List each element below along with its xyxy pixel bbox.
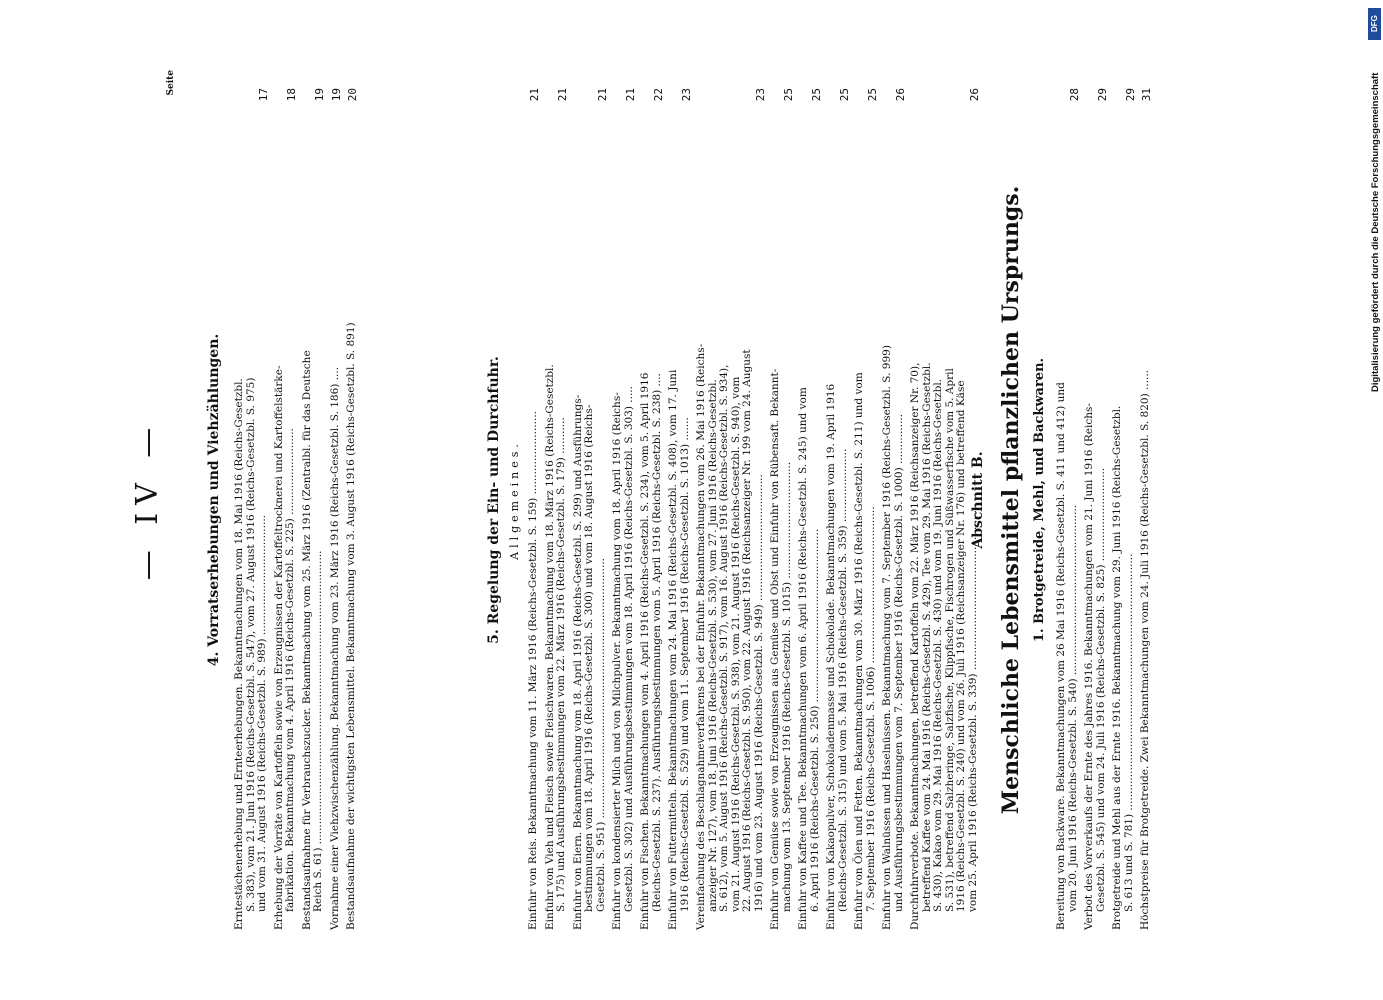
toc-entry-line: S. 531), betreffend Salzheringe, Salzfische, Klippfische, Fischrogen und Süßwasserfische vom 5. April bbox=[943, 368, 956, 912]
toc-entry-line: Einfuhr von Eiern. Bekanntmachung vom 18. April 1916 (Reichs-Gesetzbl. S. 299) und Ausführungs- bbox=[571, 394, 584, 930]
toc-page-number: 19 bbox=[313, 88, 326, 102]
toc-entry-line: Einfuhr von Vieh und Fleisch sowie Fleischwaren. Bekanntmachung vom 18. März 1916 (Reichs-Gesetzbl. bbox=[543, 364, 556, 930]
toc-page-number: 20 bbox=[346, 88, 359, 102]
toc-entry-line: Einfuhr von kondensierter Milch und von Milchpulver. Bekanntmachung vom 18. April 1916 (Reichs- bbox=[611, 392, 623, 930]
toc-entry-line: 22. August 1916 (Reichs-Gesetzbl. S. 950), vom 22. August 1916 (Reichsanzeiger Nr. 199 vom 24. August bbox=[741, 349, 753, 912]
toc-entry bbox=[274, 130, 297, 930]
toc-page-number: 25 bbox=[865, 88, 879, 102]
abschnitt-sub1: 1. Brotgetreide, Mehl, und Backwaren. bbox=[1032, 357, 1047, 643]
toc-page-number: 23 bbox=[753, 88, 767, 102]
digitization-credit: Digitalisierung gefördert durch die Deutsche Forschungsgemeinschaft bbox=[1370, 72, 1381, 392]
toc-entry bbox=[910, 130, 979, 930]
toc-entry-line: Brotgetreide und Mehl aus der Ernte 1916. Bekanntmachung vom 29. Juni 1916 (Reichs-Gesetzbl. bbox=[1111, 405, 1123, 930]
toc-entry bbox=[528, 130, 540, 930]
toc-entry-line: S. 612), vom 5. August 1916 (Reichs-Gesetzbl. S. 917), vom 16. August 1916 (Reichs-Gesetzbl. S. 934), bbox=[718, 364, 730, 912]
section5-title: 5. Regelung der Ein- und Durchfuhr. bbox=[486, 356, 502, 644]
toc-entry bbox=[770, 130, 793, 930]
toc-page-number: 17 bbox=[257, 88, 270, 102]
toc-entry-line: Einfuhr von Kakaopulver, Schokoladenmasse und Schokolade. Bekanntmachungen vom 19. April 1916 bbox=[825, 383, 837, 930]
toc-entry-line: und vom 31. August 1916 (Reichs-Gesetzbl. S. 989) .................................... bbox=[256, 515, 268, 912]
toc-entry-line: Reich S. 61) ........................................................................................ bbox=[312, 550, 324, 912]
toc-entry bbox=[573, 130, 608, 930]
toc-entry-line: Vornahme einer Viehzwischenzählung. Bekanntmachung vom 23. März 1916 (Reichs-Gesetzbl. S. 186) .... bbox=[328, 366, 341, 930]
toc-entry bbox=[346, 130, 358, 930]
toc-entry bbox=[798, 130, 821, 930]
toc-page-number: 29 bbox=[1123, 88, 1137, 102]
toc-page-number: 21 bbox=[595, 88, 609, 102]
toc-entry bbox=[882, 130, 905, 930]
toc-page-number: 26 bbox=[967, 88, 981, 102]
toc-page-number: 31 bbox=[1140, 88, 1153, 102]
toc-entry-line: 1916 (Reichs-Gesetzbl. S. 529) und vom 11. September 1916 (Reichs-Gesetzbl. S. 1013) ....... bbox=[678, 417, 691, 912]
toc-entry bbox=[302, 130, 325, 930]
toc-entry-line: anzeiger Nr. 127), vom 18. Juni 1916 (Reichs-Gesetzbl. S. 530), vom 27. Juni 1916 (Reichs-Gesetzbl. bbox=[706, 379, 719, 912]
toc-entry-line: Vereinfachung des Beschlagnahmeverfahrens bei der Einfuhr. Bekanntmachungen vom 26. Mai 1916 (Reichs- bbox=[695, 343, 707, 930]
toc-page-number: 22 bbox=[651, 88, 665, 102]
toc-entry bbox=[1056, 130, 1079, 930]
toc-page-number: 21 bbox=[528, 88, 541, 102]
toc-entry-line: bestimmungen vom 18. April 1916 (Reichs-Gesetzbl. S. 300) und vom 18. August 1916 (Reichs- bbox=[583, 404, 595, 912]
section4-title: 4. Vorratserhebungen und Viehzählungen. bbox=[206, 333, 222, 667]
toc-entry-line: vom 25. April 1916 (Reichs-Gesetzbl. S. 339) .................................................. bbox=[966, 503, 979, 912]
toc-entry-line: S. 383), vom 21. Juni 1916 (Reichs-Gesetzbl. S. 547), vom 27. August 1916 (Reichs-Gesetzbl. S. 975) bbox=[244, 377, 257, 912]
toc-page-number: 21 bbox=[556, 88, 569, 102]
toc-entry-line: 1916) und vom 23. August 1916 (Reichs-Gesetzbl. S. 949) ...................................... bbox=[752, 474, 765, 912]
toc-entry bbox=[330, 130, 342, 930]
toc-entry-line: Einfuhr von Fischen. Bekanntmachungen vom 4. April 1916 (Reichs-Gesetzbl. S. 234), vom 5. April 1916 bbox=[639, 372, 651, 930]
toc-entry-line: Erntestächenerhebung und Ernteerhebungen. Bekanntmachungen vom 18. Mai 1916 (Reichs-Gesetzbl. bbox=[233, 378, 245, 930]
seite-label: Seite bbox=[166, 70, 176, 96]
toc-entry-line: Einfuhr von Walnüssen und Haselnüssen. Bekanntmachung vom 7. September 1916 (Reichs-Gesetzbl. S. 999) bbox=[881, 345, 893, 930]
toc-entry bbox=[234, 130, 269, 930]
toc-entry-line: (Reichs-Gesetzbl. S. 237). Ausführungsbestimmungen vom 5. April 1916 (Reichs-Gesetzbl. S. 238) .... bbox=[650, 373, 663, 912]
toc-entry-line: Durchfuhrverbote. Bekanntmachungen, betreffend Kartoffeln vom 22. März 1916 (Reichsanzeiger Nr. 70), bbox=[909, 362, 921, 930]
toc-entry-line: fabrikation. Bekanntmachung vom 4. April 1916 (Reichs-Gesetzbl. S. 225) .......................... bbox=[284, 428, 296, 912]
toc-page-number: 28 bbox=[1067, 88, 1081, 102]
toc-entry-line: (Reichs-Gesetzbl. S. 315) und vom 5. Mai 1916 (Reichs-Gesetzbl. S. 359) ...................... bbox=[836, 448, 849, 912]
toc-entry-line: Einfuhr von Gemüse sowie von Erzeugnissen aus Gemüse und Obst und Einfuhr von Rübensaft. Bekannt- bbox=[769, 368, 781, 930]
toc-entry-line: Gesetzbl. S. 302) und Ausführungsbestimmungen vom 18. April 1916 (Reichs-Gesetzbl. S. 303) ..... bbox=[622, 386, 635, 912]
abschnitt-title: Menschliche Lebensmittel pflanzlichen Ursprungs. bbox=[998, 185, 1024, 815]
toc-entry-line: Höchstpreise für Brotgetreide. Zwei Bekanntmachungen vom 24. Juli 1916 (Reichs-Gesetzbl. S. 820) ...... bbox=[1139, 369, 1151, 930]
toc-entry-line: Einfuhr von Futtermitteln. Bekanntmachungen vom 24. Mai 1916 (Reichs-Gesetzbl. S. 408), vom 17. Juni bbox=[667, 369, 679, 930]
toc-entry bbox=[854, 130, 877, 930]
toc-entry-line: und Ausführungsbestimmungen vom 7. September 1916 (Reichs-Gesetzbl. S. 1000) ............... bbox=[892, 413, 905, 912]
toc-entry-line: 7. September 1916 (Reichs-Gesetzbl. S. 1006) ............................................... bbox=[864, 506, 877, 912]
toc-entry-line: S. 430), Kakao vom 29. Mai 1916 (Reichs-Gesetzbl. S. 430) und vom 19. Juni 1916 (Reichs-Gesetzbl. bbox=[932, 378, 944, 912]
toc-entry-line: Einfuhr von Reis. Bekanntmachung vom 11. März 1916 (Reichs-Gesetzbl. S. 159) ......................... bbox=[527, 410, 539, 930]
toc-entry-line: Einfuhr von Kaffee und Tee. Bekanntmachungen vom 6. April 1916 (Reichs-Gesetzbl. S. 245) und vom bbox=[797, 387, 809, 930]
toc-entry-line: Gesetzbl. S. 545) und vom 24. Juli 1916 (Reichs-Gesetzbl. S. 825) ............................ bbox=[1094, 467, 1107, 912]
toc-page-number: 25 bbox=[781, 88, 795, 102]
toc-entry-line: Bestandsaufnahme der wichtigsten Lebensmittel. Bekanntmachung vom 3. August 1916 (Reichs-Gesetzbl. S. 891) bbox=[345, 322, 357, 930]
toc-entry bbox=[1140, 130, 1152, 930]
toc-entry bbox=[640, 130, 663, 930]
toc-entry-line: Erhebung der Vorräte von Kartoffeln sowie von Erzeugnissen der Kartoffeltrocknerei und Kartoffelstärke- bbox=[272, 365, 285, 930]
toc-entry bbox=[668, 130, 691, 930]
toc-entry-line: betreffend Kaffee vom 24. Mai 1916 (Reichs-Gesetzbl. S. 429), Tee vom 29. Mai 1916 (Reichs-Gesetzbl. bbox=[920, 362, 933, 912]
toc-entry bbox=[696, 130, 765, 930]
toc-entry-line: Einfuhr von Ölen und Fetten. Bekanntmachungen vom 30. März 1916 (Reichs-Gesetzbl. S. 211) und vom bbox=[853, 372, 865, 930]
toc-entry-line: Gesetzbl. S. 951) .............................................................................. bbox=[594, 557, 607, 912]
page-number-header: — IV — bbox=[130, 419, 165, 581]
toc-entry-line: machung vom 13. September 1916 (Reichs-Gesetzbl. S. 1015) ................................... bbox=[780, 461, 793, 912]
toc-entry-line: vom 21. August 1916 (Reichs-Gesetzbl. S. 938), vom 21. August 1916 (Reichs-Gesetzbl. S. 940), vom bbox=[729, 376, 742, 912]
dfg-logo: DFG bbox=[1368, 8, 1381, 40]
toc-entry-line: vom 20. Juni 1916 (Reichs-Gesetzbl. S. 540) ................................................... bbox=[1066, 504, 1079, 912]
toc-entry-line: S. 613 und S. 781) ............................................................................. bbox=[1122, 553, 1135, 912]
toc-page-number: 26 bbox=[893, 88, 907, 102]
toc-entry bbox=[826, 130, 849, 930]
toc-entry-line: Bestandsaufnahme für Verbrauchszucker. Bekanntmachung vom 25. März 1916 (Zentralbl. für das Deutsche bbox=[300, 350, 313, 930]
toc-entry bbox=[1084, 130, 1107, 930]
rotated-page bbox=[130, 70, 1210, 930]
toc-entry bbox=[545, 130, 568, 930]
toc-page-number: 29 bbox=[1095, 88, 1109, 102]
toc-page-number: 25 bbox=[809, 88, 823, 102]
toc-entry-line: S. 175) und Ausführungsbestimmungen vom 22. März 1916 (Reichs-Gesetzbl. S. 179) ........... bbox=[555, 417, 567, 912]
abschnitt-label: Abschnitt B. bbox=[970, 451, 986, 549]
toc-page-number: 21 bbox=[623, 88, 637, 102]
toc-page-number: 25 bbox=[837, 88, 851, 102]
section5-subtitle: Allgemeines. bbox=[508, 440, 521, 560]
toc-entry bbox=[612, 130, 635, 930]
toc-page-number: 23 bbox=[679, 88, 693, 102]
toc-entry bbox=[1112, 130, 1135, 930]
toc-entry-line: Bereitung von Backware. Bekanntmachungen vom 26 Mai 1916 (Reichs-Gesetzbl. S. 411 und 412) und bbox=[1055, 382, 1067, 930]
toc-entry-line: Verbot des Vorverkaufs der Ernte des Jahres 1916. Bekanntmachungen vom 21. Juni 1916 (Reichs- bbox=[1083, 403, 1095, 930]
toc-page-number: 19 bbox=[329, 88, 343, 102]
toc-entry-line: 6. April 1916 (Reichs-Gesetzbl. S. 250) .................................................... bbox=[808, 528, 821, 912]
toc-entry-line: 1916 (Reichs-Gesetzbl. S. 240) und vom 26. Juli 1916 (Reichsanzeiger Nr. 176) und betreffend Käse bbox=[955, 380, 967, 912]
toc-page-number: 18 bbox=[285, 88, 298, 102]
